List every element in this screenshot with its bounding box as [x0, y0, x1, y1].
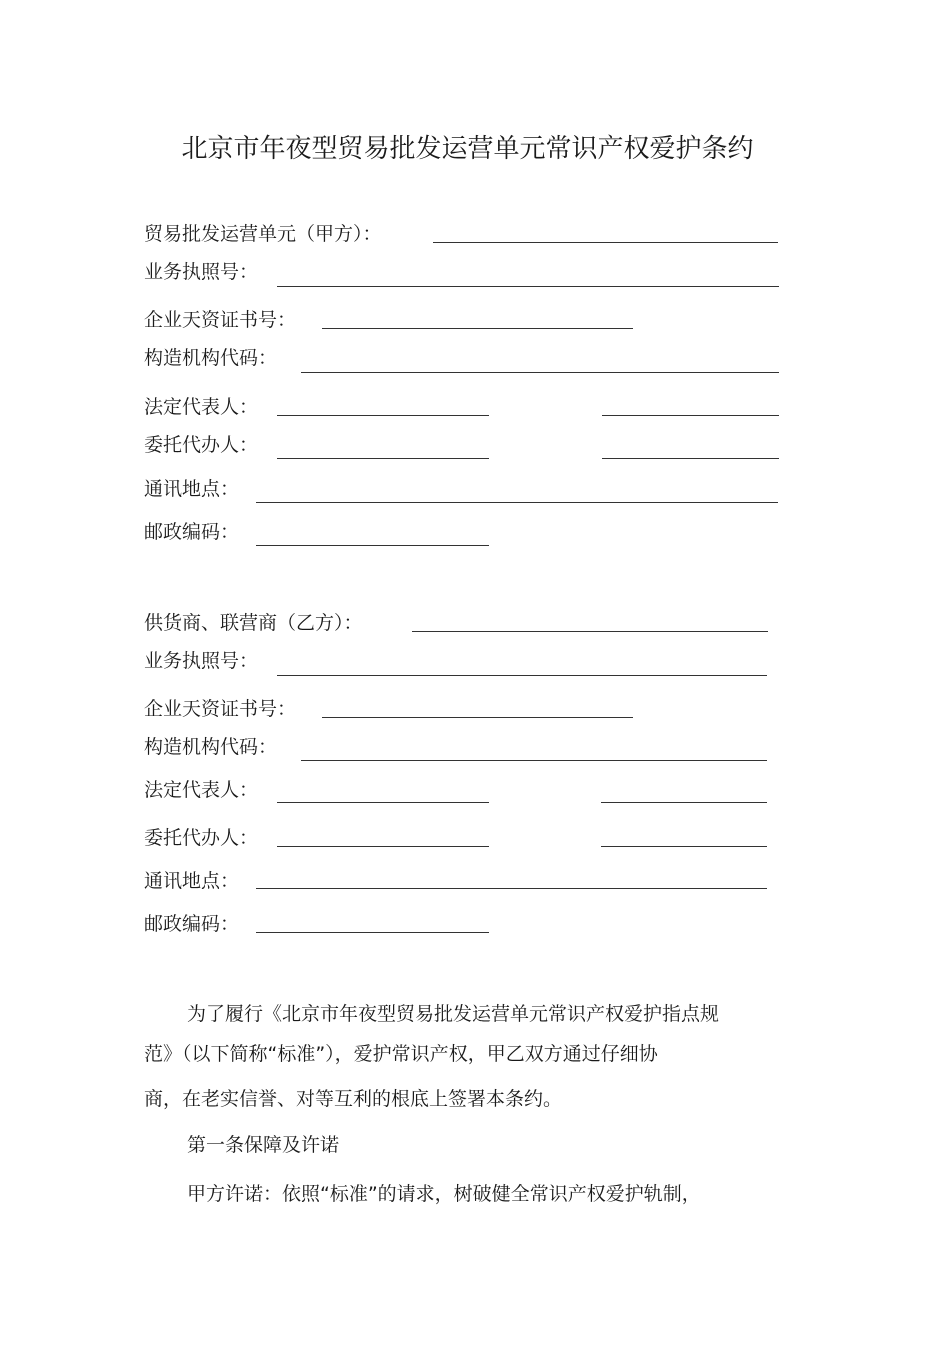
party-a-legal-rep-line	[277, 415, 489, 416]
party-b-legal-rep-label: 法定代表人：	[144, 779, 259, 801]
party-b-org-code-label: 构造机构代码：	[144, 736, 278, 758]
party-a-agent-line-2	[602, 458, 779, 459]
party-a-business-license-label: 业务执照号：	[144, 261, 259, 283]
party-b-tax-certificate-label: 企业天资证书号：	[144, 698, 297, 720]
party-a-postcode-label: 邮政编码：	[144, 521, 240, 543]
party-b-postcode-label: 邮政编码：	[144, 913, 240, 935]
party-a-postcode-line	[256, 545, 489, 546]
party-a-agent-line	[277, 458, 489, 459]
intro-paragraph-line-2: 范》（以下简称“标准”），爱护常识产权，甲乙双方通过仔细协	[144, 1043, 658, 1065]
party-b-legal-rep-line-2	[601, 802, 767, 803]
party-a-legal-rep-line-2	[602, 415, 779, 416]
party-b-tax-certificate-line	[322, 717, 633, 718]
party-a-name-line	[433, 242, 778, 243]
intro-paragraph-line-3: 商，在老实信誉、对等互利的根底上签署本条约。	[144, 1088, 563, 1110]
party-a-address-line	[256, 502, 778, 503]
party-b-name-line	[412, 631, 768, 632]
party-b-postcode-line	[256, 932, 489, 933]
page-title: 北京市年夜型贸易批发运营单元常识产权爱护条约	[181, 134, 754, 164]
party-b-legal-rep-line	[277, 802, 489, 803]
party-b-agent-line	[277, 846, 489, 847]
party-a-heading: 贸易批发运营单元（甲方）：	[144, 223, 382, 245]
party-b-business-license-label: 业务执照号：	[144, 650, 259, 672]
intro-paragraph-line-1: 为了履行《北京市年夜型贸易批发运营单元常识产权爱护指点规	[187, 1003, 720, 1025]
party-a-agent-label: 委托代办人：	[144, 434, 259, 456]
party-b-address-label: 通讯地点：	[144, 870, 240, 892]
article-1-line-1: 甲方许诺：依照“标准”的请求，树破健全常识产权爱护轨制，	[187, 1183, 701, 1205]
party-a-tax-certificate-line	[322, 328, 633, 329]
party-b-address-line	[256, 888, 767, 889]
party-a-address-label: 通讯地点：	[144, 478, 240, 500]
party-a-tax-certificate-label: 企业天资证书号：	[144, 309, 297, 331]
party-b-org-code-line	[301, 760, 767, 761]
party-b-agent-label: 委托代办人：	[144, 827, 259, 849]
party-b-business-license-line	[277, 675, 767, 676]
party-a-business-license-line	[277, 286, 779, 287]
party-b-heading: 供货商、联营商（乙方）：	[144, 612, 363, 634]
party-b-agent-line-2	[601, 846, 767, 847]
party-a-legal-rep-label: 法定代表人：	[144, 396, 259, 418]
party-a-org-code-line	[301, 372, 779, 373]
article-1-title: 第一条保障及许诺	[187, 1134, 340, 1156]
party-a-org-code-label: 构造机构代码：	[144, 347, 278, 369]
